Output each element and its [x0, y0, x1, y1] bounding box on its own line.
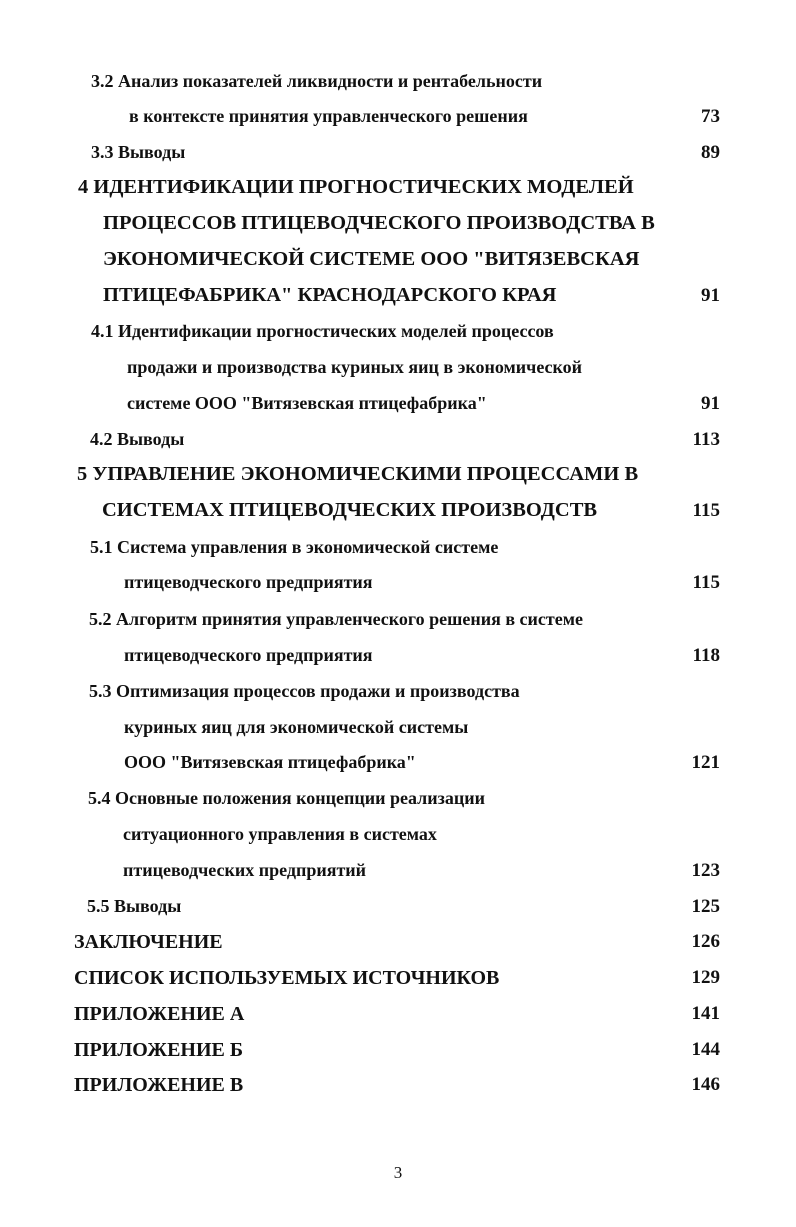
toc-chapter-4-line-1: 4 ИДЕНТИФИКАЦИИ ПРОГНОСТИЧЕСКИХ МОДЕЛЕЙ — [78, 176, 634, 198]
toc-entry-5-3-line-1: 5.3 Оптимизация процессов продажи и производства — [89, 681, 520, 701]
toc-entry-3-2-line-1: 3.2 Анализ показателей ликвидности и рентабельности — [91, 71, 543, 91]
page-number: 3 — [393, 1163, 403, 1182]
toc-page-3-3: 89 — [701, 142, 720, 163]
toc-entry-5-4-line-2: ситуационного управления в системах — [123, 824, 437, 844]
toc-entry-5-2-line-2: птицеводческого предприятия — [124, 645, 373, 665]
toc-page-appendix-v: 146 — [691, 1074, 720, 1095]
toc-chapter-5-line-1: 5 УПРАВЛЕНИЕ ЭКОНОМИЧЕСКИМИ ПРОЦЕССАМИ В — [77, 463, 639, 485]
toc-chapter-4-line-3: ЭКОНОМИЧЕСКОЙ СИСТЕМЕ ООО "ВИТЯЗЕВСКАЯ — [103, 248, 640, 270]
toc-page-4-1: 91 — [701, 393, 720, 414]
toc-entry-5-3-line-2: куриных яиц для экономической системы — [124, 717, 469, 737]
toc-page-5-3: 121 — [691, 752, 720, 773]
toc-entry-5-4-line-1: 5.4 Основные положения концепции реализации — [88, 788, 485, 808]
toc-appendix-v: ПРИЛОЖЕНИЕ В — [74, 1074, 244, 1096]
toc-page-5-2: 118 — [692, 645, 720, 666]
toc-page-references: 129 — [691, 967, 720, 988]
toc-page-appendix-b: 144 — [691, 1039, 720, 1060]
toc-chapter-4-line-4: ПТИЦЕФАБРИКА" КРАСНОДАРСКОГО КРАЯ — [103, 284, 557, 306]
toc-page-4-2: 113 — [692, 429, 720, 450]
toc-references: СПИСОК ИСПОЛЬЗУЕМЫХ ИСТОЧНИКОВ — [74, 967, 500, 989]
toc-entry-4-1-line-3: системе ООО "Витязевская птицефабрика" — [127, 393, 487, 413]
toc-appendix-a: ПРИЛОЖЕНИЕ А — [74, 1003, 245, 1025]
toc-conclusion: ЗАКЛЮЧЕНИЕ — [74, 931, 223, 953]
toc-entry-4-1-line-1: 4.1 Идентификации прогностических моделей процессов — [91, 321, 554, 341]
toc-page-5-5: 125 — [691, 896, 720, 917]
toc-entry-4-2: 4.2 Выводы — [90, 429, 185, 449]
toc-entry-5-3-line-3: ООО "Витязевская птицефабрика" — [124, 752, 416, 772]
toc-entry-5-5: 5.5 Выводы — [87, 896, 182, 916]
toc-entry-5-1-line-1: 5.1 Система управления в экономической системе — [90, 537, 499, 557]
toc-appendix-b: ПРИЛОЖЕНИЕ Б — [74, 1039, 244, 1061]
toc-entry-5-4-line-3: птицеводческих предприятий — [123, 860, 367, 880]
toc-page-5-1: 115 — [692, 572, 720, 593]
toc-entry-5-2-line-1: 5.2 Алгоритм принятия управленческого решения в системе — [89, 609, 583, 629]
toc-page-3-2: 73 — [701, 106, 720, 127]
toc-chapter-5-line-2: СИСТЕМАХ ПТИЦЕВОДЧЕСКИХ ПРОИЗВОДСТВ — [102, 499, 598, 521]
toc-page-5: 115 — [692, 500, 720, 521]
toc-chapter-4-line-2: ПРОЦЕССОВ ПТИЦЕВОДЧЕСКОГО ПРОИЗВОДСТВА В — [103, 212, 655, 234]
toc-entry-3-3: 3.3 Выводы — [91, 142, 186, 162]
toc-page-4: 91 — [701, 285, 720, 306]
toc-page-conclusion: 126 — [691, 931, 720, 952]
toc-entry-3-2-line-2: в контексте принятия управленческого решения — [129, 106, 528, 126]
toc-entry-4-1-line-2: продажи и производства куриных яиц в экономической — [127, 357, 583, 377]
toc-page-appendix-a: 141 — [691, 1003, 720, 1024]
toc-page-5-4: 123 — [691, 860, 720, 881]
toc-entry-5-1-line-2: птицеводческого предприятия — [124, 572, 373, 592]
